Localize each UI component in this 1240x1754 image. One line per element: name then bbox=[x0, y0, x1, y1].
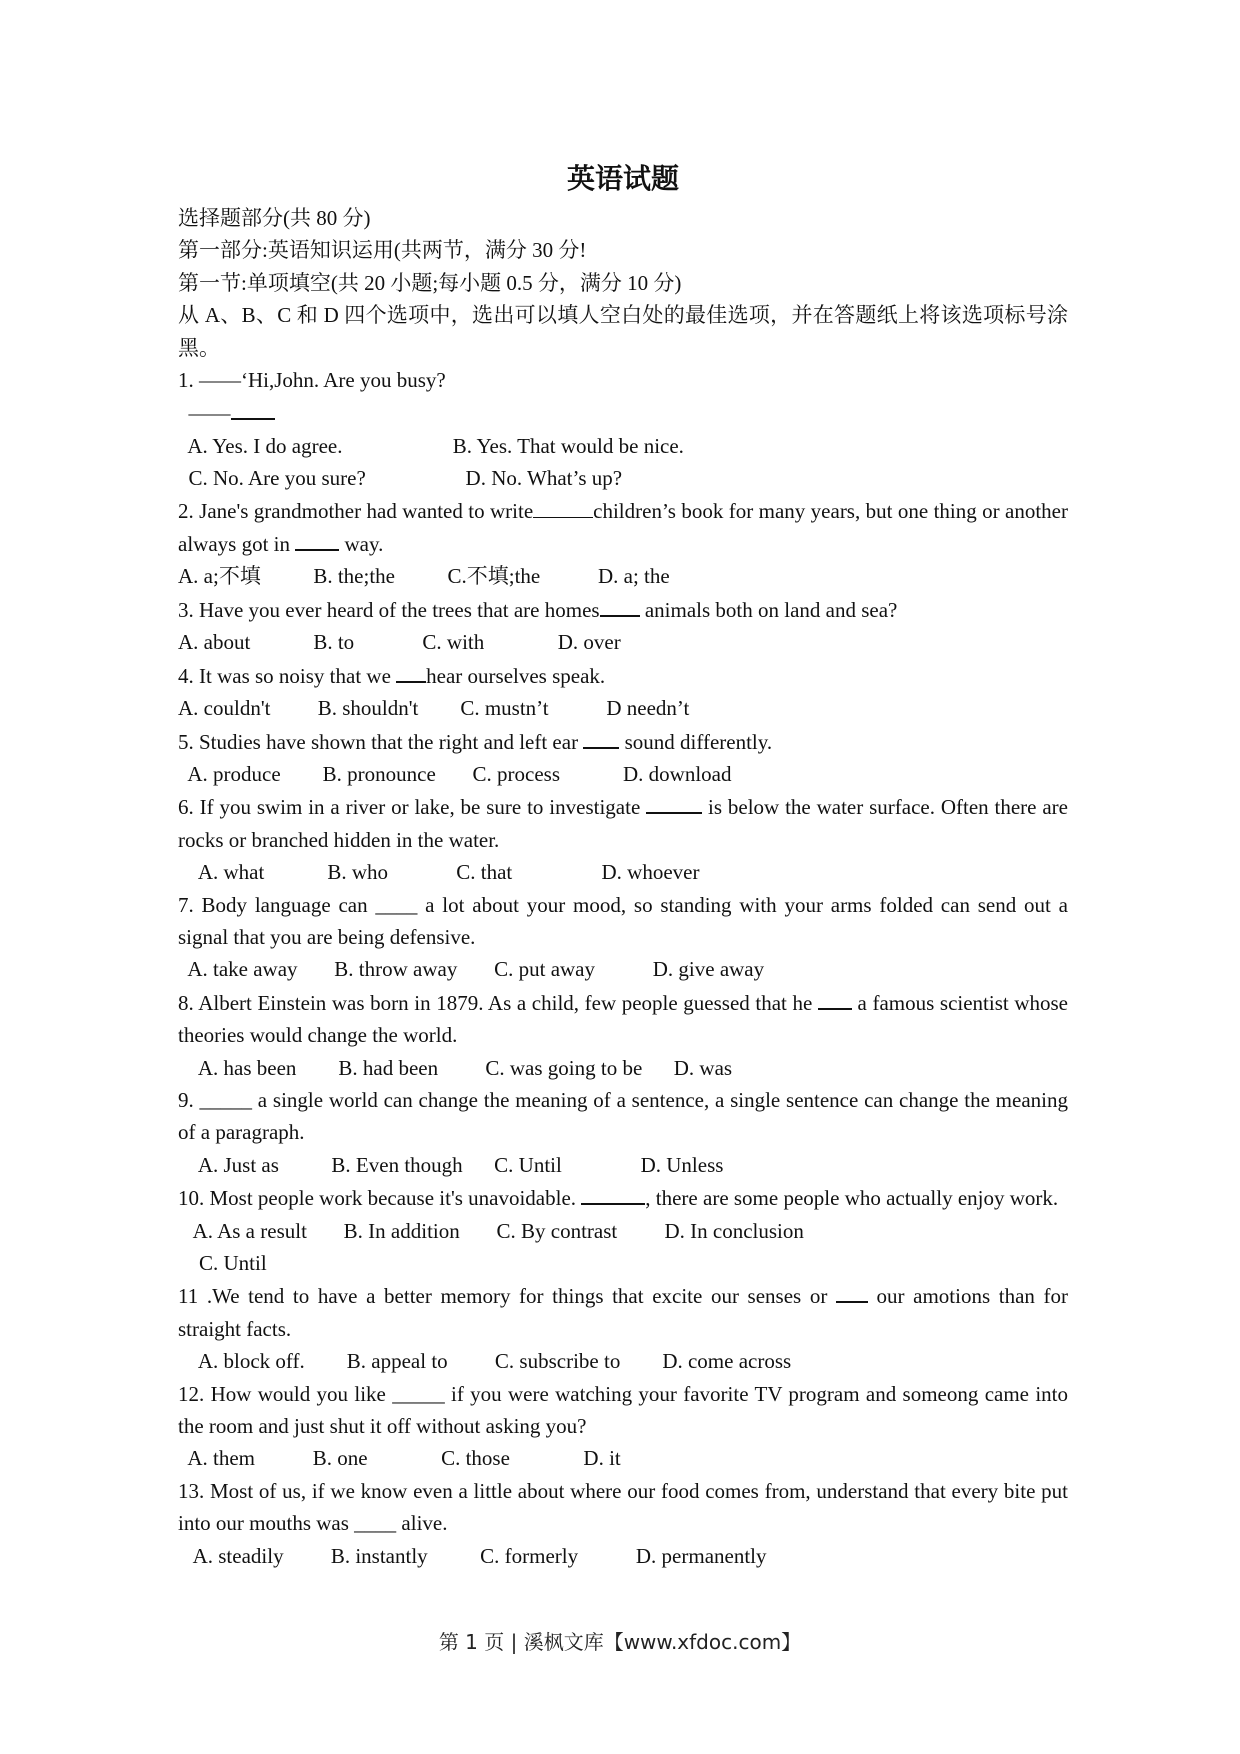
stem-text: children’s book for many years, but one thing or another always got in bbox=[178, 498, 1068, 557]
question-8-options: A. has been B. had been C. was going to be D. was bbox=[178, 1055, 733, 1080]
question-2-options: A. a;不填 B. the;the C.不填;the D. a; the bbox=[178, 564, 670, 589]
question-1-reply bbox=[178, 396, 1068, 429]
stem-text: way. bbox=[339, 532, 384, 557]
stem-text: 3. Have you ever heard of the trees that are homes bbox=[178, 597, 600, 622]
question-7-options: A. take away B. throw away C. put away D. give away bbox=[178, 957, 765, 982]
question-4-stem bbox=[178, 659, 1068, 692]
options-text: C. No. Are you sure? D. No. What’s up? bbox=[188, 466, 623, 491]
question-5-stem bbox=[178, 725, 1068, 758]
blank bbox=[231, 396, 275, 420]
section-header: 选择题部分(共 80 分) bbox=[178, 206, 371, 230]
question-3-stem bbox=[178, 593, 1068, 626]
blank bbox=[600, 593, 640, 617]
question-6-options: A. what B. who C. that D. whoever bbox=[178, 860, 700, 885]
stem-text: our amotions than for straight facts. bbox=[178, 1284, 1068, 1341]
stem-text: hear ourselves speak. bbox=[426, 663, 606, 688]
question-4-options: A. couldn't B. shouldn't C. mustn’t D needn’t bbox=[178, 696, 690, 721]
question-6-stem bbox=[178, 790, 1068, 856]
blank bbox=[533, 495, 593, 518]
part-header: 第一部分:英语知识运用(共两节，满分 30 分! bbox=[178, 238, 587, 263]
question-9-options: A. Just as B. Even though C. Until D. Unless bbox=[178, 1152, 724, 1177]
blank bbox=[646, 790, 702, 814]
question-13-options: A. steadily B. instantly C. formerly D. permanently bbox=[178, 1543, 767, 1568]
stem-text: sound differently. bbox=[619, 729, 773, 754]
subsection-header: 第一节:单项填空(共 20 小题;每小题 0.5 分，满分 10 分) bbox=[178, 270, 682, 295]
question-1-stem: 1. ——‘Hi,John. Are you busy? bbox=[178, 368, 446, 393]
blank bbox=[581, 1181, 645, 1205]
stem-text: animals both on land and sea? bbox=[639, 597, 898, 622]
question-11-stem bbox=[178, 1279, 1068, 1345]
stem-text: 10. Most people work because it's unavoidable. bbox=[178, 1186, 582, 1211]
reply-dash: —— bbox=[188, 401, 231, 426]
stem-text: 8. Albert Einstein was born in 1879. As a child, few people guessed that he bbox=[178, 990, 818, 1015]
stem-text: 6. If you swim in a river or lake, be sure to investigate bbox=[178, 795, 647, 820]
question-12-options: A. them B. one C. those D. it bbox=[178, 1446, 621, 1471]
stem-text: a famous scientist whose theories would change the world. bbox=[178, 990, 1068, 1048]
stem-text: 2. Jane's grandmother had wanted to write bbox=[178, 498, 534, 523]
question-1-options-ab bbox=[178, 430, 1068, 462]
question-10-options: A. As a result B. In addition C. By contrast D. In conclusion bbox=[178, 1218, 804, 1243]
page-footer: 第 1 页 | 溪枫文库【www.xfdoc.com】 bbox=[438, 1630, 802, 1654]
blank bbox=[836, 1279, 868, 1303]
blank bbox=[396, 659, 426, 683]
page-content bbox=[178, 160, 1068, 1572]
options-text: A. Yes. I do agree. B. Yes. That would be nice. bbox=[187, 433, 684, 458]
question-5-options: A. produce B. pronounce C. process D. download bbox=[178, 761, 732, 786]
question-9-stem: 9. _____ a single world can change the meaning of a sentence, a single sentence can change the meaning of a paragraph. bbox=[178, 1087, 1068, 1145]
question-2-stem bbox=[178, 495, 1068, 561]
question-12-stem: 12. How would you like _____ if you were watching your favorite TV program and someong came into the room and just shut it off without asking you? bbox=[178, 1381, 1068, 1439]
stem-text: 5. Studies have shown that the right and left ear bbox=[178, 729, 584, 754]
question-10-stem bbox=[178, 1181, 1068, 1214]
question-7-stem: 7. Body language can ____ a lot about your mood, so standing with your arms folded can send out a signal that you are being defensive. bbox=[178, 892, 1068, 949]
blank bbox=[818, 986, 852, 1010]
blank bbox=[583, 725, 619, 749]
question-11-options: A. block off. B. appeal to C. subscribe to D. come across bbox=[178, 1349, 792, 1374]
question-10-extra-option: C. Until bbox=[178, 1251, 267, 1275]
page-title: 英语试题 bbox=[566, 164, 679, 195]
question-1-options-cd bbox=[178, 462, 1068, 494]
instructions: 从 A、B、C 和 D 四个选项中，选出可以填人空白处的最佳选项，并在答题纸上将该选项标号涂黑。 bbox=[178, 303, 1068, 360]
question-8-stem bbox=[178, 986, 1068, 1052]
stem-text: 4. It was so noisy that we bbox=[178, 663, 397, 688]
question-3-options: A. about B. to C. with D. over bbox=[178, 630, 621, 655]
stem-text: , there are some people who actually enjoy work. bbox=[645, 1186, 1059, 1211]
stem-text: 11 .We tend to have a better memory for things that excite our senses or bbox=[178, 1284, 836, 1309]
blank bbox=[295, 527, 339, 551]
stem-text: is below the water surface. Often there are rocks or branched hidden in the water. bbox=[178, 795, 1068, 852]
question-13-stem: 13. Most of us, if we know even a little about where our food comes from, understand that every bite put into our mouths was ____ alive. bbox=[178, 1478, 1068, 1536]
